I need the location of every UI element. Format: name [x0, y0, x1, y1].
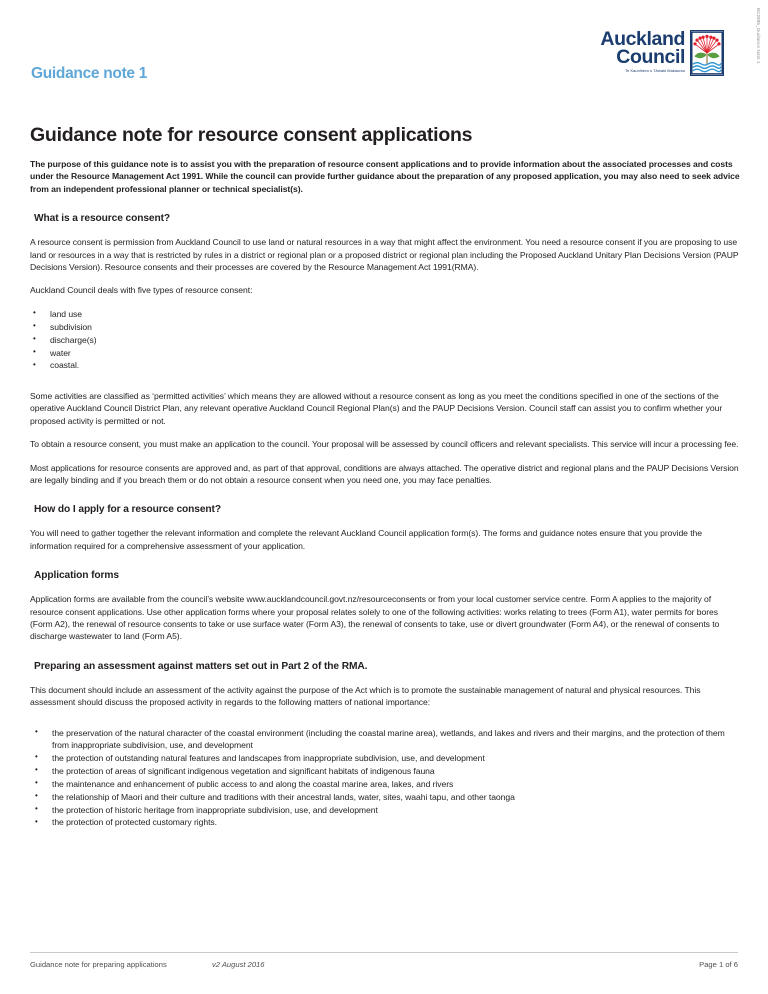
how-apply-paragraph-1: You will need to gather together the relevant information and complete the relevant Auckland Council application form(s). The forms and guidance notes ensure that you provide the information required for a comprehensive assessment of your application. [30, 528, 702, 551]
footer-page-number: Page 1 of 6 [699, 960, 738, 969]
page-title: Guidance note for resource consent applications [30, 124, 473, 147]
logo-line-council: Council [616, 46, 685, 69]
spacer [30, 720, 740, 727]
logo-wordmark [600, 30, 685, 72]
what-is-paragraph-2: Auckland Council deals with five types of resource consent: [30, 285, 253, 296]
list-item: • water [30, 347, 740, 359]
spacer [30, 654, 740, 661]
spacer [30, 497, 740, 504]
list-item: • the protection of protected customary rights. [30, 816, 740, 828]
document-reference-code: BC2895_Guidance Note 1 [756, 8, 761, 64]
list-item: • discharge(s) [30, 334, 740, 346]
list-item: • the protection of historic heritage from inappropriate subdivision, use, and development [30, 804, 740, 816]
what-is-paragraph-5: Most applications for resource consents are approved and, as part of that approval, conditions are always attached. The operative district and regional plans and the PAUP Decisions Version are legally binding and if you breach them or do not obtain a resource consent when you need one, you may face penalties. [30, 462, 739, 485]
application-forms-paragraph-1: Application forms are available from the council’s website www.aucklandcouncil.govt.nz/resourceconsents or from your local customer service centre. Form A applies to the majority of resource consent applications. Use other application forms where your proposal relates solely to one of the following activities: works relating to trees (Form A1), water permits for bores (Form A2), the renewal of resource consents to take or use surface water (Form A3), the renewal of consents to take, use or divert groundwater (Form A4), or the renewal of consents to discharge wastewater to land (Form A5). [30, 594, 720, 642]
matters-of-national-importance-list [30, 727, 740, 829]
list-item: • subdivision [30, 321, 740, 333]
list-item: • the protection of areas of significant indigenous vegetation and significant habitats of indigenous fauna [30, 765, 740, 777]
guidance-note-kicker: Guidance note 1 [31, 65, 148, 82]
consent-types-list [30, 308, 740, 372]
part2-paragraph-1: This document should include an assessment of the activity against the purpose of the Act which is to promote the sustainable management of natural and physical resources. This assessment should discuss the proposed activity in regards to the following matters of national importance: [30, 684, 701, 708]
what-is-paragraph-3: Some activities are classified as ‘permitted activities’ which means they are allowed without a resource consent as long as you meet the conditions specified in one of the sections of the operative Auckland Council District Plan, any relevant operative Auckland Council Regional Plan(s) and the PAUP Decisions Version. Council staff can assist you to confirm whether your proposed activity is permitted or not. [30, 390, 723, 426]
spacer [30, 383, 740, 390]
footer-divider [30, 952, 738, 953]
section-heading-preparing-assessment-part-2-rma: Preparing an assessment against matters set out in Part 2 of the RMA. [34, 660, 368, 672]
list-item: • the maintenance and enhancement of public access to and along the coastal marine area, lakes, and rivers [30, 778, 740, 790]
list-item: • land use [30, 308, 740, 320]
footer-version: v2 August 2016 [212, 960, 265, 969]
auckland-council-logo [600, 30, 724, 76]
footer-row [30, 960, 738, 969]
page-footer [30, 952, 738, 969]
section-heading-how-do-i-apply: How do I apply for a resource consent? [34, 504, 221, 516]
pohutukawa-flower-waves-emblem-icon [690, 30, 724, 76]
list-item: • the protection of outstanding natural features and landscapes from inappropriate subdivision, use, and development [30, 752, 740, 764]
footer-document-name: Guidance note for preparing applications [30, 960, 167, 969]
section-heading-application-forms: Application forms [34, 570, 119, 582]
logo-maori-text: Te Kaunihera o Tāmaki Makaurau [625, 67, 685, 73]
logo-line-auckland: Auckland [600, 28, 685, 50]
what-is-paragraph-4: To obtain a resource consent, you must make an application to the council. Your proposal will be assessed by council officers and relevant specialists. This service will incur a processing fee. [30, 439, 739, 450]
list-item: • the relationship of Maori and their culture and traditions with their ancestral lands, water, sites, waahi tapu, and other taonga [30, 791, 740, 803]
section-heading-what-is-a-resource-consent: What is a resource consent? [34, 213, 171, 225]
list-item: • the preservation of the natural character of the coastal environment (including the coastal marine area), wetlands, and lakes and rivers and their margins, and the protection of them from inappropriate subdivision, use, and development [30, 727, 740, 752]
what-is-paragraph-1: A resource consent is permission from Auckland Council to use land or natural resources in a way that might affect the environment. You need a resource consent if you are proposing to use land or resources in a way that is restricted by rules in a district or regional plan or a proposed district or regional plan including the Proposed Auckland Unitary Plan Decisions Version (PAUP Decisions Version). Resource consents and their processes are covered by the Resource Management Act 1991(RMA). [30, 237, 739, 273]
page-header [0, 0, 768, 100]
list-item: • coastal. [30, 359, 740, 371]
document-body [30, 158, 740, 840]
intro-paragraph: The purpose of this guidance note is to assist you with the preparation of resource consent applications and to provide information about the associated processes and costs under the Resource Management Act 1991. While the council can provide further guidance about the preparation of any proposed application, you may also need to seek advice from an independent professional planner or technical specialist(s). [30, 159, 740, 194]
spacer [30, 563, 740, 570]
